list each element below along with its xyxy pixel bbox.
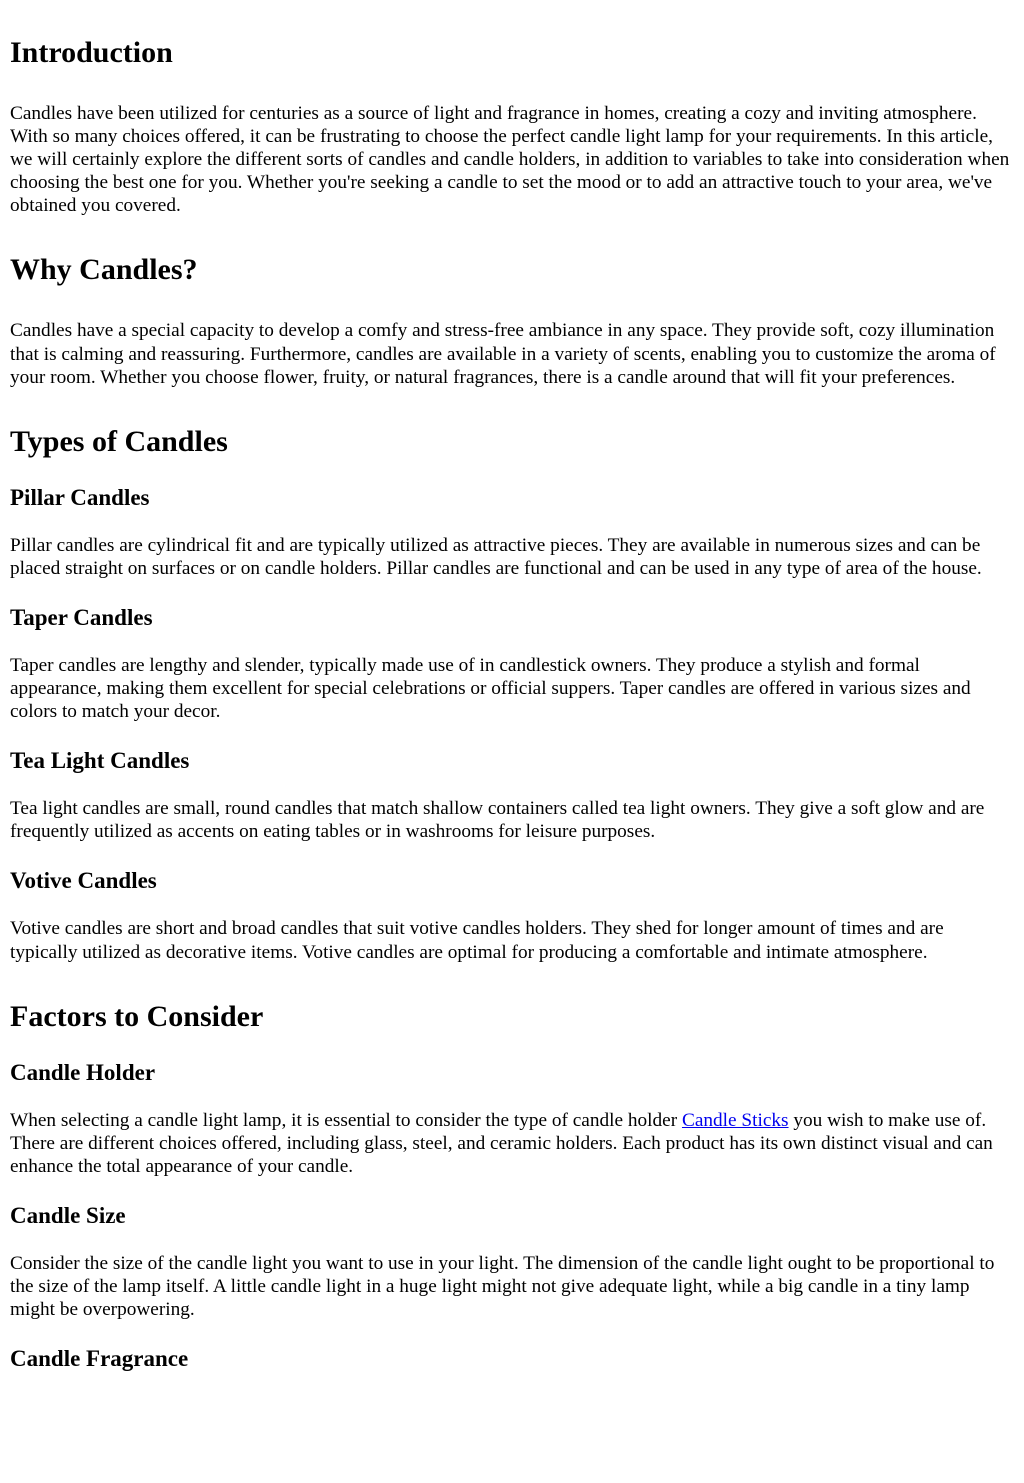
article <box>0 35 1024 1373</box>
heading-pillar-candles: Pillar Candles <box>10 484 150 510</box>
heading-introduction: Introduction <box>10 36 173 69</box>
paragraph-pillar-candles: Pillar candles are cylindrical fit and are typically utilized as attractive pieces. They are available in numerous sizes and can be placed straight on surfaces or on candle holders. Pillar candles are functional and can be used in any type of area of the house. <box>10 534 982 579</box>
paragraph-candle-holder <box>10 1109 1014 1178</box>
candle-sticks-link[interactable]: Candle Sticks <box>681 1109 789 1131</box>
paragraph-introduction: Candles have been utilized for centuries as a source of light and fragrance in homes, creating a cozy and inviting atmosphere. With so many choices offered, it can be frustrating to choose the perfect candle light lamp for your requirements. In this article, we will certainly explore the different sorts of candles and candle holders, in addition to variables to take into consideration when choosing the best one for you. Whether you're seeking a candle to set the mood or to add an attractive touch to your area, we've obtained you covered. <box>10 103 1010 217</box>
paragraph-candle-size: Consider the size of the candle light you want to use in your light. The dimension of the candle light ought to be proportional to the size of the lamp itself. A little candle light in a huge light might not give adequate light, while a big candle in a tiny lamp might be overpowering. <box>10 1252 995 1321</box>
paragraph-tea-light-candles: Tea light candles are small, round candles that match shallow containers called tea light owners. They give a soft glow and are frequently utilized as accents on eating tables or in washrooms for leisure purposes. <box>10 798 985 843</box>
heading-votive-candles: Votive Candles <box>10 868 157 894</box>
heading-why-candles: Why Candles? <box>10 253 198 287</box>
heading-candle-fragrance: Candle Fragrance <box>10 1346 189 1372</box>
heading-factors-to-consider: Factors to Consider <box>10 999 264 1033</box>
paragraph-votive-candles: Votive candles are short and broad candles that suit votive candles holders. They shed for longer amount of times and are typically utilized as decorative items. Votive candles are optimal for producing a comfortable and intimate atmosphere. <box>10 918 944 963</box>
candle-holder-text-after: you wish to make use of. There are different choices offered, including glass, steel, and ceramic holders. Each product has its own distinct visual and can enhance the total appearance of your candle. <box>10 1109 993 1177</box>
heading-types-of-candles: Types of Candles <box>10 424 228 458</box>
paragraph-taper-candles: Taper candles are lengthy and slender, typically made use of in candlestick owners. They produce a stylish and formal appearance, making them excellent for special celebrations or official suppers. Taper candles are offered in various sizes and colors to match your decor. <box>10 654 971 723</box>
heading-candle-size: Candle Size <box>10 1202 126 1228</box>
heading-tea-light-candles: Tea Light Candles <box>10 748 190 774</box>
candle-holder-text-before: When selecting a candle light lamp, it is essential to consider the type of candle holder <box>10 1109 682 1131</box>
paragraph-why-candles: Candles have a special capacity to develop a comfy and stress-free ambiance in any space. They provide soft, cozy illumination that is calming and reassuring. Furthermore, candles are available in a variety of scents, enabling you to customize the aroma of your room. Whether you choose flower, fruity, or natural fragrances, there is a candle around that will fit your preferences. <box>10 320 996 388</box>
heading-candle-holder: Candle Holder <box>10 1059 156 1085</box>
heading-taper-candles: Taper Candles <box>10 604 153 630</box>
